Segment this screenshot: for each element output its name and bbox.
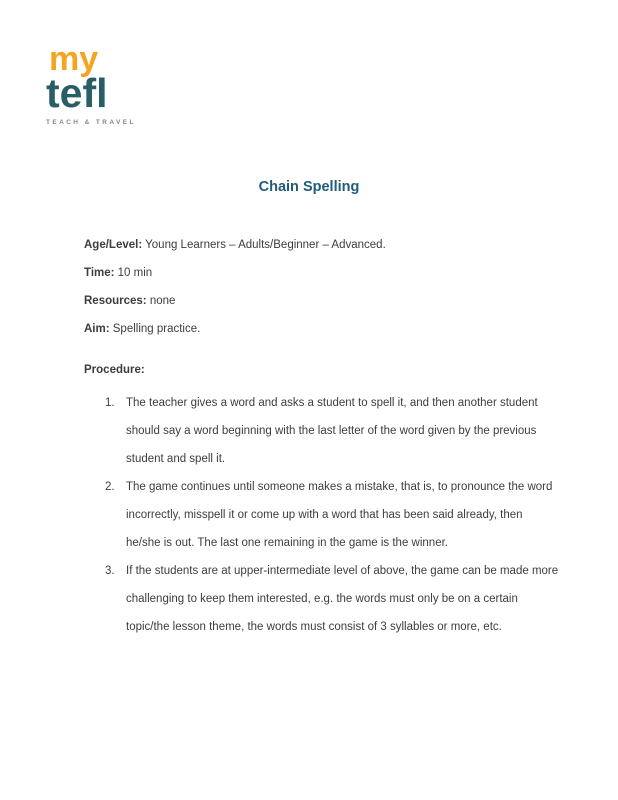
mytefl-logo xyxy=(46,42,136,127)
meta-resources-value: none xyxy=(146,295,176,307)
meta-aim-label: Aim: xyxy=(84,323,110,335)
procedure-heading-label: Procedure: xyxy=(84,364,145,376)
logo-tagline: TEACH & TRAVEL xyxy=(46,119,136,126)
procedure-step-2 xyxy=(84,473,559,557)
step-2-number: 2. xyxy=(105,481,115,493)
step-3-number: 3. xyxy=(105,565,115,577)
meta-time-label: Time: xyxy=(84,267,115,279)
procedure-step-3 xyxy=(84,557,559,641)
procedure-steps-list xyxy=(84,389,559,641)
step-1-number: 1. xyxy=(105,397,115,409)
meta-age-level xyxy=(84,231,559,259)
step-2-text: The game continues until someone makes a mistake, that is, to pronounce the word incorrectly, misspell it or come up with a word that has been said already, then he/she is out. The last one remaining in the game is the winner. xyxy=(126,481,553,549)
logo-my-text: my xyxy=(49,40,99,78)
meta-aim xyxy=(84,315,559,343)
meta-aim-value: Spelling practice. xyxy=(109,323,201,335)
procedure-heading xyxy=(84,356,559,384)
procedure-step-1 xyxy=(84,389,559,473)
step-3-text: If the students are at upper-intermediate level of above, the game can be made more challenging to keep them interested, e.g. the words must only be on a certain topic/the lesson theme, the words must consist of 3 syllables or more, etc. xyxy=(126,565,559,633)
meta-time xyxy=(84,259,559,287)
page-title: Chain Spelling xyxy=(258,179,360,195)
meta-resources-label: Resources: xyxy=(84,295,147,307)
step-1-text: The teacher gives a word and asks a student to spell it, and then another student should say a word beginning with the last letter of the word given by the previous student and spell it. xyxy=(126,397,538,465)
logo-tefl-text: tefl xyxy=(46,70,108,116)
meta-age-level-value: Young Learners – Adults/Beginner – Advanced. xyxy=(142,239,386,251)
meta-time-value: 10 min xyxy=(114,267,153,279)
meta-age-level-label: Age/Level: xyxy=(84,239,143,251)
meta-resources xyxy=(84,287,559,315)
document-body xyxy=(84,231,559,641)
